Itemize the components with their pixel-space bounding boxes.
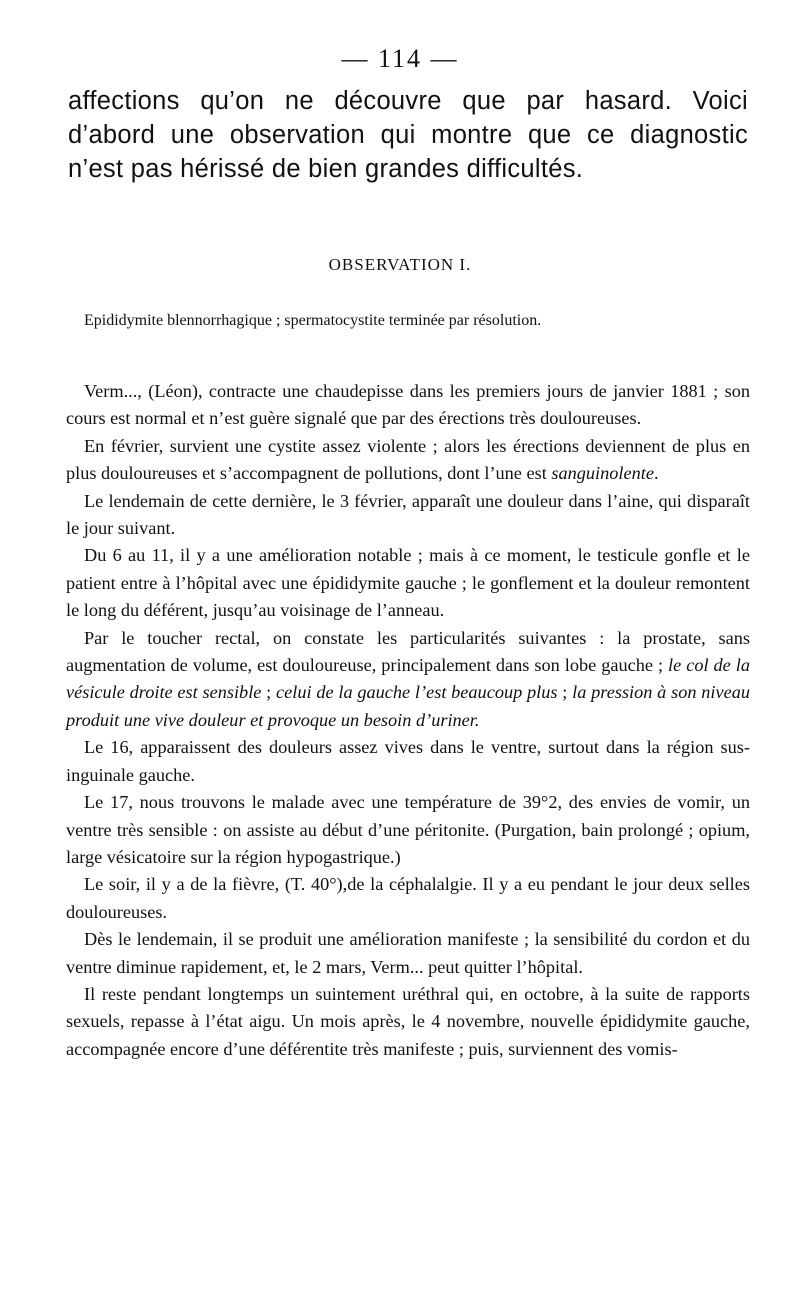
observation-subtitle: Epididymite blennorrhagique ; spermatocystite terminée par résolution.	[84, 312, 542, 329]
paragraph-9: Dès le lendemain, il se produit une amélioration manifeste ; la sensibilité du cordon et du ventre diminue rapidement, et, le 2 mars, Verm... peut quitter l’hôpital.	[66, 929, 750, 977]
paragraph-3: Le lendemain de cette dernière, le 3 février, apparaît une douleur dans l’aine, qui disparaît le jour suivant.	[66, 490, 750, 539]
paragraph-5-sep-2: ;	[557, 682, 573, 703]
paragraph-10: Il reste pendant longtemps un suintement uréthral qui, en octobre, à la suite de rapports sexuels, repasse à l’état aigu. Un mois après, le 4 novembre, nouvelle épididymite gauche, accompagnée encore d’une déférentite très manifeste ; puis, surviennent des vomis-	[66, 983, 750, 1059]
paragraph-2-end: .	[653, 463, 659, 484]
paragraph-5-emphasis-3: la pression à son niveau produit une vive douleur et provoque un besoin d’uriner.	[66, 682, 750, 730]
paragraph-8: Le soir, il y a de la fièvre, (T. 40°),de la céphalalgie. Il y a eu pendant le jour deux selles douloureuses.	[66, 874, 750, 922]
paragraph-5-sep-1: ;	[261, 682, 277, 703]
paragraph-7: Le 17, nous trouvons le malade avec une température de 39°2, des envies de vomir, un ventre très sensible : on assiste au début d’une péritonite. (Purgation, bain prolongé ; opium, large vésicatoire sur la région hypogastrique.)	[66, 792, 750, 867]
paragraph-2-emphasis: sanguinolente	[551, 463, 654, 484]
paragraph-5	[66, 625, 750, 735]
intro-paragraph: affections qu’on ne découvre que par hasard. Voici d’abord une observation qui montre que ce diagnostic n’est pas hérissé de bien grandes difficultés.	[68, 87, 748, 183]
paragraph-1: Verm..., (Léon), contracte une chaudepisse dans les premiers jours de janvier 1881 ; son cours est normal et n’est guère signalé que par des érections très douloureuses.	[66, 381, 750, 429]
paragraph-5-text: Par le toucher rectal, on constate les particularités suivantes : la prostate, sans augmentation de volume, est douloureuse, principalement dans son lobe gauche ;	[66, 627, 750, 676]
paragraph-2-text: En février, survient une cystite assez violente ; alors les érections deviennent de plus en plus douloureuses et s’accompagnent de pollutions, dont l’une est	[66, 435, 750, 484]
page-number: — 114 —	[341, 44, 459, 73]
paragraph-4: Du 6 au 11, il y a une amélioration notable ; mais à ce moment, le testicule gonfle et le patient entre à l’hôpital avec une épididymite gauche ; le gonflement et la douleur remontent le long du déférent, jusqu’au voisinage de l’anneau.	[66, 545, 750, 621]
paragraph-5-emphasis-2: celui de la gauche l’est beaucoup plus	[276, 682, 558, 703]
paragraph-2	[66, 433, 750, 488]
paragraph-5-emphasis-1: le col de la vésicule droite est sensible	[66, 655, 750, 703]
observation-body	[66, 378, 750, 1063]
paragraph-6: Le 16, apparaissent des douleurs assez vives dans le ventre, surtout dans la région sus-inguinale gauche.	[66, 737, 750, 785]
observation-heading: OBSERVATION I.	[328, 255, 472, 274]
